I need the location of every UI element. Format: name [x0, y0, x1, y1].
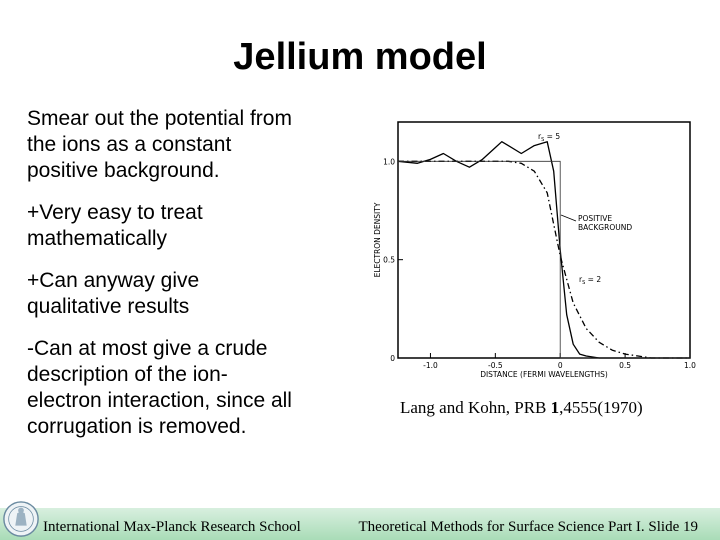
bullet-easy-to-treat: +Very easy to treat mathematically: [27, 201, 203, 250]
footer-bar: [0, 508, 720, 540]
y-tick-label: 0.5: [383, 255, 395, 265]
citation-volume: 1: [550, 398, 560, 417]
annotation-arrow: [561, 215, 576, 221]
series-rs2: [398, 161, 690, 358]
slide-title: Jellium model: [233, 36, 487, 78]
bullet-qualitative-results: +Can anyway give qualitative results: [27, 269, 200, 318]
x-tick-label: 1.0: [684, 361, 696, 370]
citation-pages-year: ,4555(1970): [559, 398, 643, 417]
citation-authors: Lang and Kohn, PRB: [400, 398, 551, 417]
y-tick-label: 0: [390, 354, 395, 363]
annotation-positive-background: POSITIVE BACKGROUND: [578, 214, 633, 232]
x-tick-label: -1.0: [423, 361, 438, 370]
series-rs5: [398, 142, 690, 358]
bullet-crude-description: -Can at most give a crude description of the ion- electron interaction, since all corrugation is removed.: [27, 337, 292, 438]
x-tick-label: -0.5: [488, 361, 503, 370]
plot-frame: [398, 122, 690, 358]
axis-ticks: [383, 157, 696, 370]
bullet-list: [27, 106, 347, 456]
series-label-rs5: $r_S = 5$: [538, 132, 561, 143]
electron-density-chart: [368, 108, 698, 388]
max-planck-logo: [2, 500, 40, 538]
x-axis-label: DISTANCE (FERMI WAVELENGTHS): [480, 370, 608, 379]
footer-school-name: International Max-Planck Research School: [43, 519, 301, 535]
y-tick-label: 1.0: [383, 157, 395, 167]
bullet-smear-potential: Smear out the potential from the ions as a constant positive background.: [27, 107, 292, 182]
citation: [400, 398, 643, 418]
series-layer: [398, 142, 690, 358]
x-tick-label: 0.5: [619, 361, 632, 370]
x-tick-label: 0: [557, 361, 563, 370]
series-label-rs2: $r_S = 2$: [579, 275, 602, 286]
series-positive-background: [398, 161, 690, 358]
footer-slide-info: Theoretical Methods for Surface Science Part I. Slide 19: [358, 519, 698, 535]
y-axis-label: ELECTRON DENSITY: [373, 202, 382, 278]
